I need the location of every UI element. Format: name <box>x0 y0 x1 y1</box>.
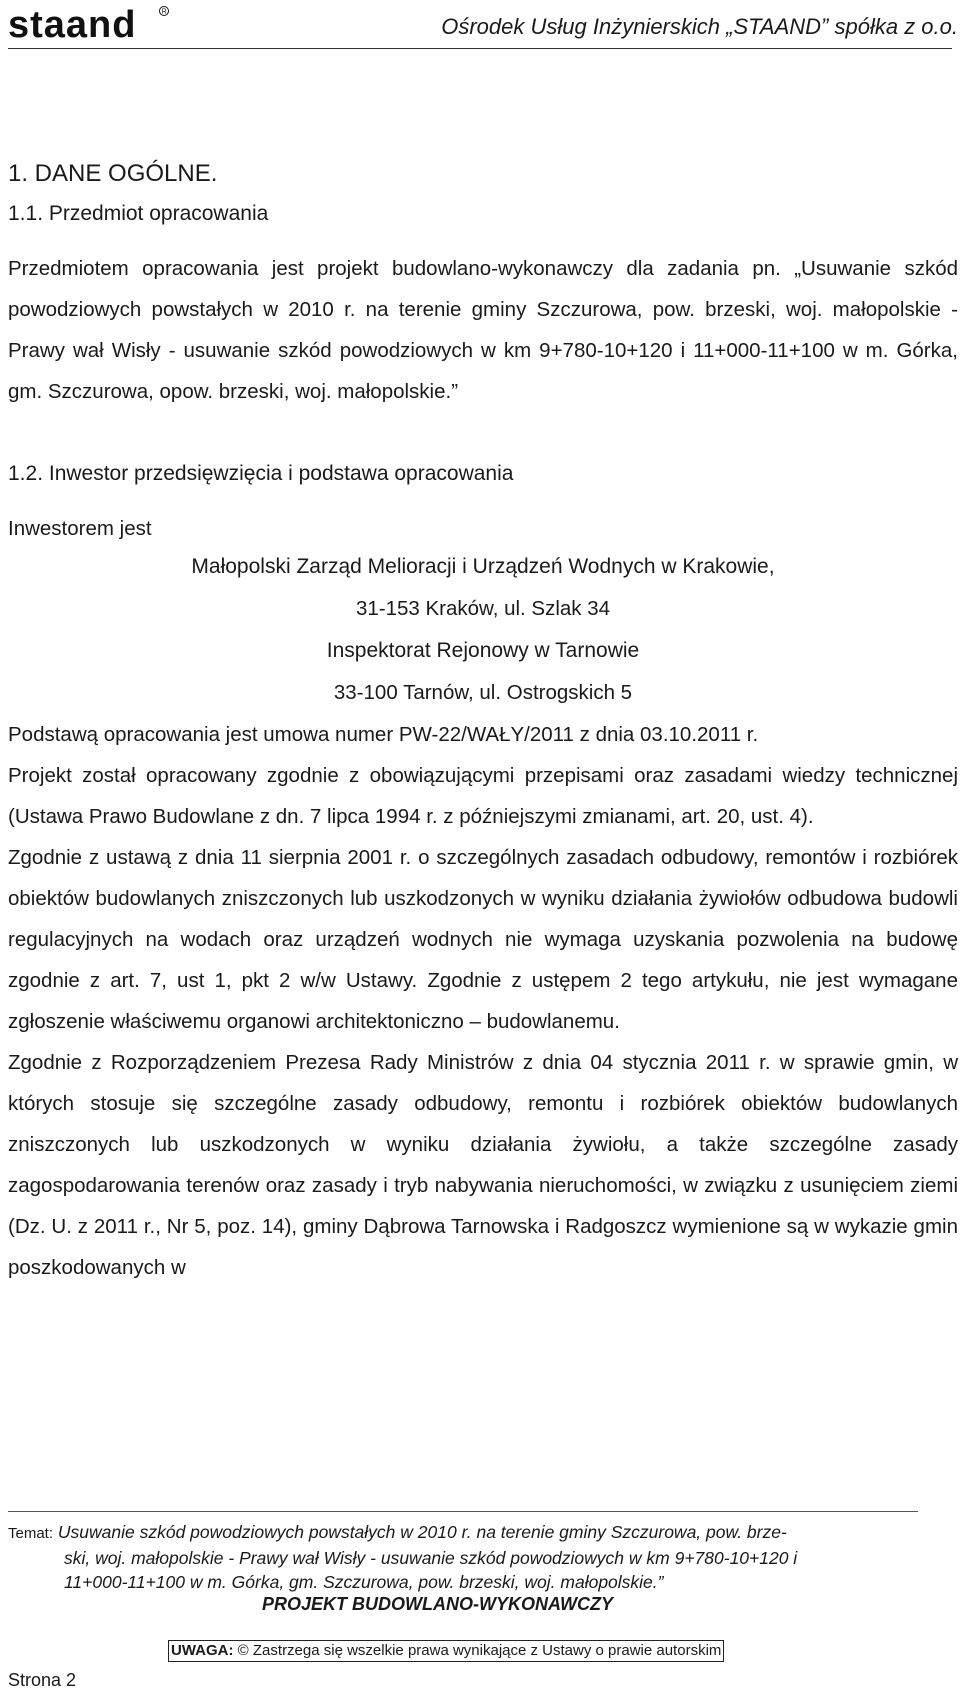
inspectorate-name: Inspektorat Rejonowy w Tarnowie <box>326 639 640 662</box>
investor-name: Małopolski Zarząd Melioracji i Urządzeń Wodnych w Krakowie, <box>191 555 775 578</box>
investor-block <box>8 546 958 714</box>
investor-intro-text: Inwestorem jest <box>8 517 152 540</box>
subsection-title-1-1: 1.1. Przedmiot opracowania <box>8 202 269 225</box>
page-header <box>8 4 958 52</box>
svg-text:R: R <box>161 8 167 16</box>
subject-text: Przedmiotem opracowania jest projekt budowlano-wykonawczy dla zadania pn. „Usuwanie szkód powodziowych powstałych w 2010 r. na terenie gminy Szczurowa, pow. brzeski, woj. małopolskie - Prawy wał Wisły - usuwanie szkód powodziowych w km 9+780-10+120 i 11+000-11+100 w m. Górka, gm. Szczurowa, opow. brzeski, woj. małopolskie.” <box>8 257 958 403</box>
investor-address: 31-153 Kraków, ul. Szlak 34 <box>355 597 611 620</box>
footer-topic <box>8 1520 918 1594</box>
company-name: Ośrodek Usług Inżynierskich „STAAND” spółka z o.o. <box>441 14 958 39</box>
body-paragraphs <box>8 714 958 1288</box>
svg-text:staand: staand <box>8 4 137 44</box>
page-number: Strona 2 <box>8 1670 77 1690</box>
basis-paragraph: Podstawą opracowania jest umowa numer PW-22/WAŁY/2011 z dnia 03.10.2011 r. <box>8 723 759 746</box>
footer-divider <box>8 1511 918 1512</box>
topic-line-3: 11+000-11+100 w m. Górka, gm. Szczurowa, pow. brzeski, woj. małopolskie.” <box>64 1572 664 1592</box>
subject-paragraph <box>8 248 958 412</box>
inspectorate-address: 33-100 Tarnów, ul. Ostrogskich 5 <box>333 681 633 704</box>
topic-line-1: Usuwanie szkód powodziowych powstałych w 2010 r. na terenie gminy Szczurowa, pow. brze- <box>57 1522 787 1542</box>
staand-logo <box>8 4 170 44</box>
section-title: 1. DANE OGÓLNE. <box>8 160 218 187</box>
note-text: © Zastrzega się wszelkie prawa wynikające z Ustawy o prawie autorskim <box>237 1642 722 1659</box>
topic-label: Temat: <box>8 1525 54 1542</box>
act-paragraph: Zgodnie z ustawą z dnia 11 sierpnia 2001 r. o szczególnych zasadach odbudowy, remontów i rozbiórek obiektów budowlanych zniszczonych lub uszkodzonych w wyniku działania żywiołów odbudowa budowli regulacyjnych na wodach oraz urządzeń wodnych nie wymaga uzyskania pozwolenia na budowę zgodnie z art. 7, ust 1, pkt 2 w/w Ustawy. Zgodnie z ustępem 2 tego artykułu, nie jest wymagane zgłoszenie właściwemu organowi architektoniczno – budowlanemu. <box>8 846 958 1033</box>
project-type: PROJEKT BUDOWLANO-WYKONAWCZY <box>262 1594 613 1614</box>
copyright-note <box>168 1640 724 1662</box>
topic-line-2: ski, woj. małopolskie - Prawy wał Wisły - usuwanie szkód powodziowych w km 9+780-10+120 i <box>64 1548 798 1568</box>
header-divider <box>8 48 952 49</box>
investor-intro <box>8 508 958 549</box>
subsection-title-1-2: 1.2. Inwestor przedsięwzięcia i podstawa opracowania <box>8 462 514 485</box>
regulations-paragraph: Projekt został opracowany zgodnie z obowiązującymi przepisami oraz zasadami wiedzy technicznej (Ustawa Prawo Budowlane z dn. 7 lipca 1994 r. z późniejszymi zmianami, art. 20, ust. 4). <box>8 764 958 828</box>
note-label: UWAGA: <box>171 1642 234 1659</box>
regulation-paragraph: Zgodnie z Rozporządzeniem Prezesa Rady Ministrów z dnia 04 stycznia 2011 r. w sprawie gmin, w których stosuje się szczególne zasady odbudowy, remontu i rozbiórek obiektów budowlanych zniszczonych lub uszkodzonych w wyniku działania żywiołu, a także szczególne zasady zagospodarowania terenów oraz zasady i tryb nabywania nieruchomości, w związku z usunięciem ziemi (Dz. U. z 2011 r., Nr 5, poz. 14), gminy Dąbrowa Tarnowska i Radgoszcz wymienione są w wykazie gmin poszkodowanych w <box>8 1051 958 1279</box>
